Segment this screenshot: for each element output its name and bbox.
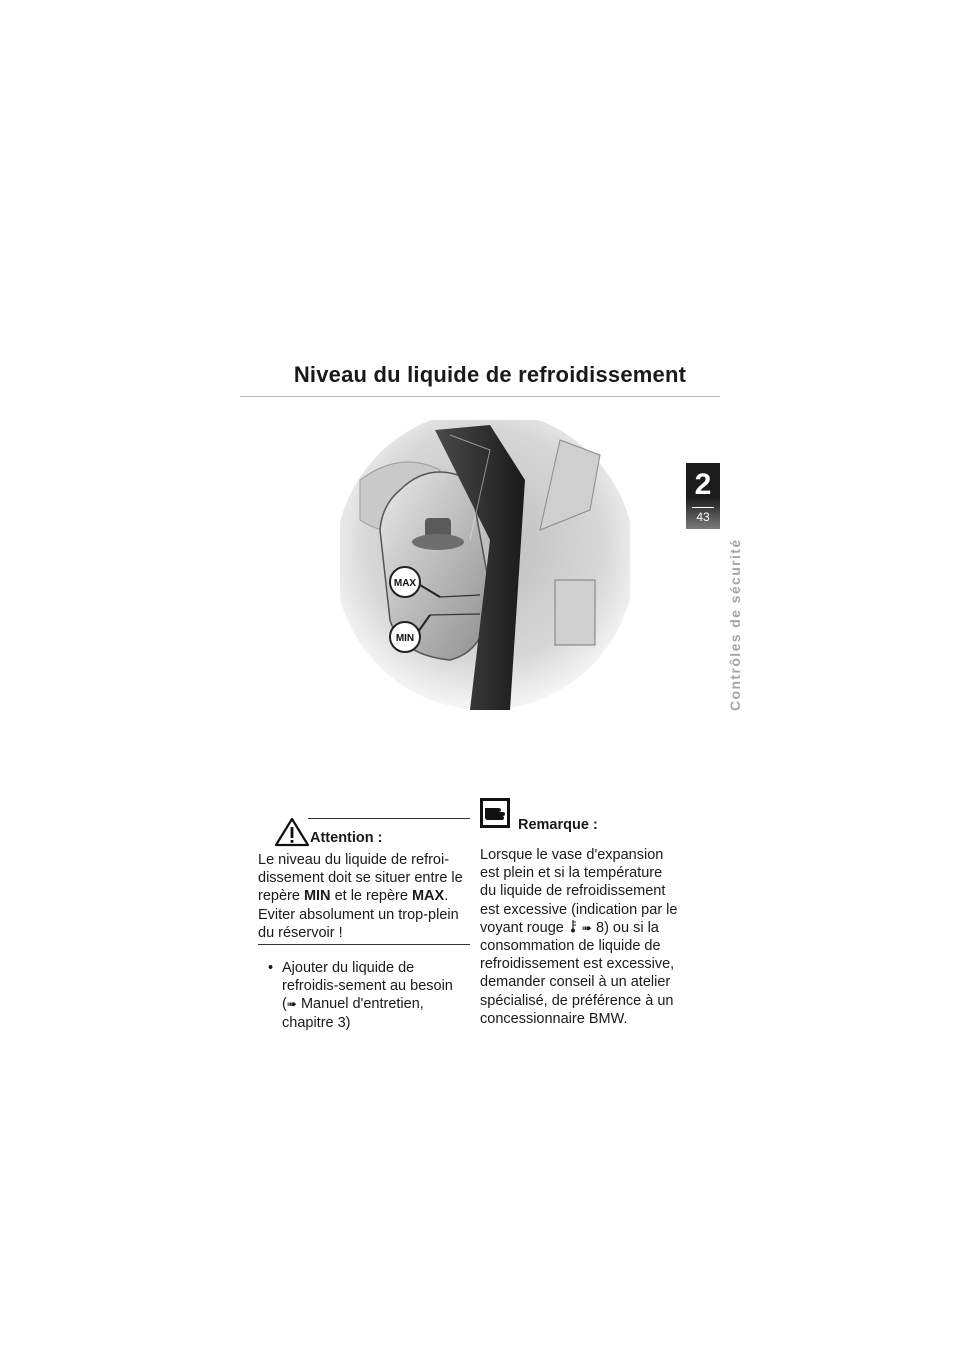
- title-divider: [240, 396, 720, 397]
- attention-text-part: et le repère: [334, 888, 408, 905]
- min-callout-label: MIN: [395, 633, 415, 644]
- reference-arrow-icon: ➠: [286, 997, 297, 1012]
- bullet-text-part: Manuel d'entretien, chapitre 3): [282, 996, 424, 1031]
- bullet-icon: •: [268, 960, 274, 977]
- max-callout-label: MAX: [393, 578, 417, 589]
- min-label: MIN: [303, 888, 331, 905]
- remarque-text-part: Lorsque le vase d'expansion est plein et si la température du liquide de refroidissement est excessive (indication par le voyant rouge: [480, 847, 678, 936]
- attention-text: [258, 851, 470, 942]
- bracket-shape: [555, 580, 595, 645]
- coolant-reservoir-figure: [340, 420, 630, 710]
- attention-heading: Attention :: [310, 830, 383, 846]
- attention-text-part: Eviter absolument un trop-plein du réservoir !: [258, 906, 459, 941]
- remarque-text: [480, 846, 680, 1028]
- attention-block: [258, 818, 470, 1032]
- attention-text-part: .: [444, 888, 449, 905]
- section-side-label: Contrôles de sécurité: [727, 538, 743, 711]
- page-title: Niveau du liquide de refroidissement: [293, 362, 687, 387]
- max-label: MAX: [411, 888, 445, 905]
- list-item: [258, 959, 470, 1032]
- page-number: 43: [696, 510, 710, 524]
- bullet-text-part: Ajouter du liquide de refroidis-sement au besoin (: [282, 960, 453, 1013]
- chapter-tab-divider: [692, 507, 714, 508]
- reservoir-cap-base: [412, 534, 464, 550]
- thermometer-warning-icon: [568, 919, 578, 933]
- attention-bottom-rule: [258, 944, 470, 945]
- remarque-heading-row: [480, 798, 680, 846]
- note-hand-icon: [480, 798, 510, 828]
- reference-arrow-icon: ➠: [581, 920, 592, 935]
- chapter-tab: [686, 463, 720, 529]
- warning-triangle-icon: [274, 817, 310, 847]
- chapter-number: 2: [694, 468, 712, 501]
- attention-text-part: Le niveau du liquide de refroi-dissement doit se situer entre le repère: [258, 852, 463, 905]
- remarque-block: [480, 798, 680, 1028]
- attention-heading-row: [258, 819, 470, 847]
- remarque-text-part: 8) ou si la consommation de liquide de refroidissement est excessive, demander conseil à un atelier spécialisé, de préférence à un concessionnaire BMW.: [480, 919, 675, 1027]
- remarque-heading: Remarque :: [518, 817, 598, 833]
